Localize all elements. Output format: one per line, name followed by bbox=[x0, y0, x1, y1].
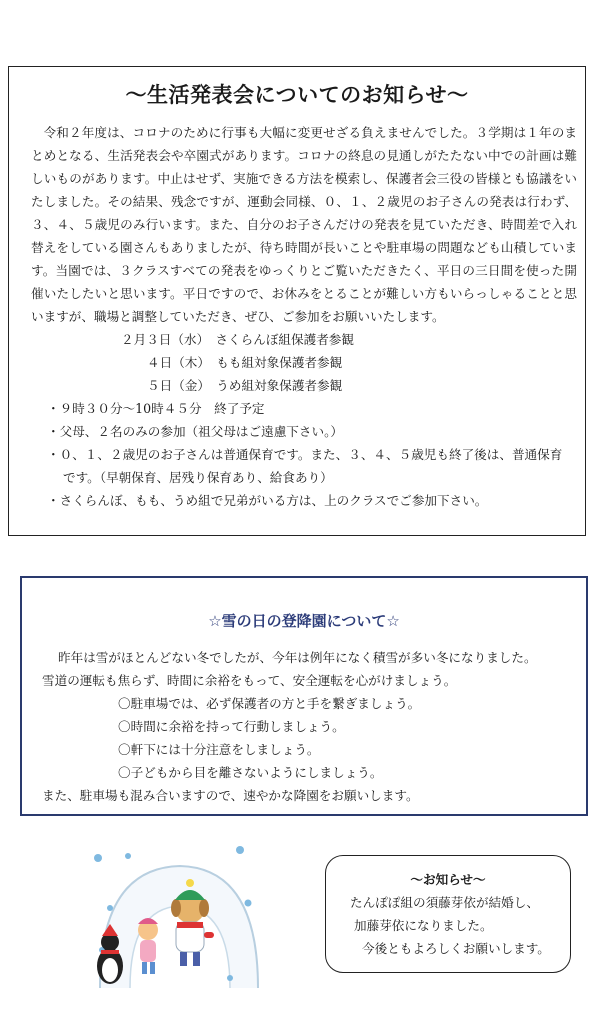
schedule-list bbox=[31, 328, 577, 397]
schedule-item bbox=[31, 374, 577, 397]
schedule-item bbox=[31, 328, 577, 351]
notice-line: 加藤芽依になりました。 bbox=[354, 918, 493, 933]
notice-box bbox=[325, 855, 571, 973]
schedule-date: ４日（木） bbox=[147, 355, 204, 370]
announcement-body bbox=[31, 121, 577, 512]
schedule-item bbox=[31, 351, 577, 374]
bullet-item bbox=[31, 420, 577, 443]
announcement-paragraph: 令和２年度は、コロナのために行事も大幅に変更せざる負えませんでした。３学期は１年のまとめとなる、生活発表会や卒園式があります。コロナの終息の見通しがたたない中での計画は難しいものがあります。中止はせず、実施できる方法を模索し、保護者会三役の皆様とも協議をいたしました。その結果、残念ですが、運動会同様、０、１、２歳児のお子さんの発表は行わず、３、４、５歳児のみ行います。また、自分のお子さんだけの発表を見ていただき、時間差で入れ替えをしている園さんもありましたが、待ち時間が長いことや駐車場の問題なども山積しています。当園では、３クラスすべての発表をゆっくりとご覧いただきたく、平日の三日間を使った開催いたしたいと思います。平日ですので、お休みをとることが難しい方もいらっしゃることと思いますが、職場と調整していただき、ぜひ、ご参加をお願いいたします。 bbox=[31, 125, 578, 324]
bullet-text: ・０、１、２歳児のお子さんは普通保育です。また、３、４、５歳児も終了後は、普通保育 bbox=[47, 447, 563, 462]
snow-day-body bbox=[42, 646, 576, 807]
announcement-box bbox=[8, 66, 586, 536]
schedule-group: もも組対象保護者参観 bbox=[216, 355, 343, 370]
snow-line: 雪道の運転も焦らず、時間に余裕をもって、安全運転を心がけましょう。 bbox=[42, 673, 457, 688]
bullet-item bbox=[31, 489, 577, 512]
bullet-text: ・９時３０分～10時４５分 終了予定 bbox=[47, 401, 265, 416]
schedule-date: ２月３日（水） bbox=[121, 332, 203, 347]
children-in-snow-igloo-illustration bbox=[80, 838, 260, 998]
schedule-group: うめ組対象保護者参観 bbox=[216, 378, 343, 393]
snow-day-box bbox=[20, 576, 588, 816]
snow-item: 〇駐車場では、必ず保護者の方と手を繋ぎましょう。 bbox=[118, 696, 421, 711]
announcement-title: ～生活発表会についてのお知らせ～ bbox=[125, 83, 469, 107]
notice-line: たんぽぽ組の須藤芽依が結婚し、 bbox=[350, 895, 539, 910]
snow-closing: また、駐車場も混み合いますので、速やかな降園をお願いします。 bbox=[42, 788, 419, 803]
snow-item: 〇軒下には十分注意をしましょう。 bbox=[118, 742, 320, 757]
notice-line: 今後ともよろしくお願いします。 bbox=[362, 941, 550, 956]
snow-item: 〇子どもから目を離さないようにしましょう。 bbox=[118, 765, 383, 780]
bullet-text: ・さくらんぼ、もも、うめ組で兄弟がいる方は、上のクラスでご参加下さい。 bbox=[47, 493, 488, 508]
schedule-group: さくらんぼ組保護者参観 bbox=[215, 332, 354, 347]
bullet-text-cont: です。（早朝保育、居残り保育あり、給食あり） bbox=[63, 470, 333, 485]
schedule-date: ５日（金） bbox=[147, 378, 204, 393]
bullet-item bbox=[31, 397, 577, 420]
notice-title: ～お知らせ～ bbox=[410, 872, 486, 887]
snow-item: 〇時間に余裕を持って行動しましょう。 bbox=[118, 719, 345, 734]
bullet-item bbox=[31, 443, 577, 489]
bullet-text: ・父母、２名のみの参加（祖父母はご遠慮下さい。） bbox=[47, 424, 343, 439]
snow-day-title: ☆雪の日の登降園について☆ bbox=[208, 612, 400, 630]
snow-line: 昨年は雪がほとんどない冬でしたが、今年は例年になく積雪が多い冬になりました。 bbox=[58, 650, 537, 665]
